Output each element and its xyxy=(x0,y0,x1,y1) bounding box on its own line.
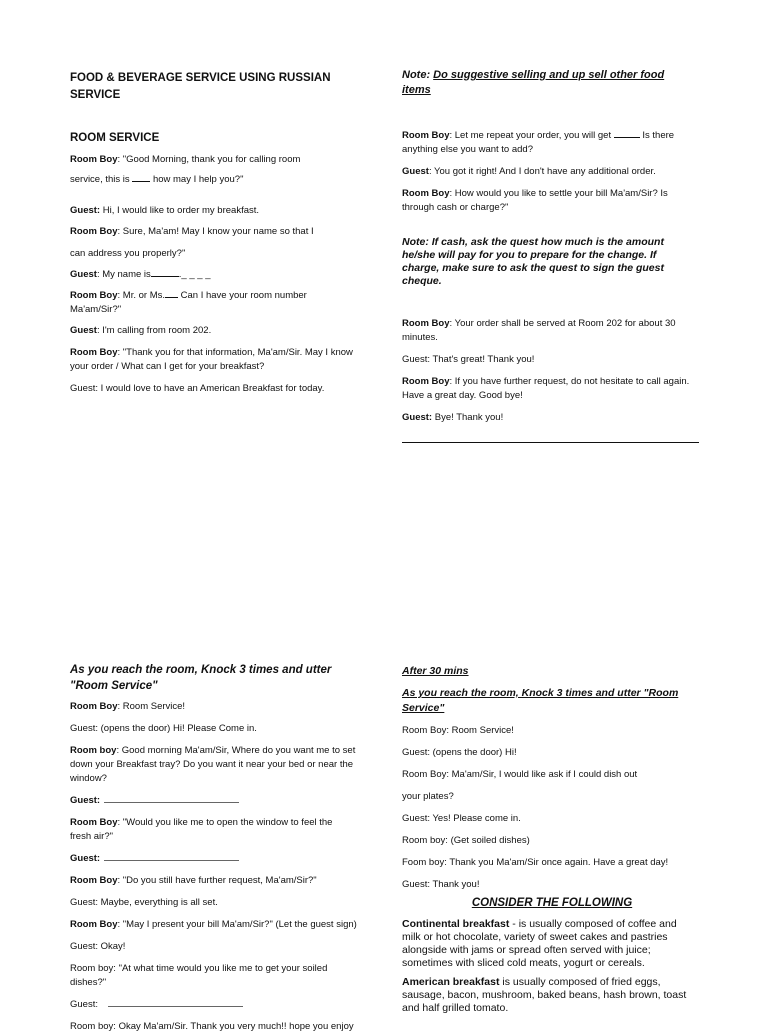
dialogue-line: Room boy: "At what time would you like me to get your soiled dishes?" xyxy=(70,963,328,988)
dialogue-line: Room Boy: If you have further request, do not hesitate to call again. Have a great day. Good bye! xyxy=(402,376,690,401)
dialogue-line: Foom boy: Thank you Ma'am/Sir once again. Have a great day! xyxy=(402,857,669,868)
dialogue-line: Room Boy: Let me repeat your order, you will get Is there anything else you want to add? xyxy=(402,130,675,155)
document-title: FOOD & BEVERAGE SERVICE USING RUSSIAN SERVICE xyxy=(70,72,331,101)
consider-heading: CONSIDER THE FOLLOWING xyxy=(471,897,633,909)
dialogue-line: Guest: xyxy=(70,998,370,1012)
dialogue-line: Room Boy: Ma'am/Sir, I would like ask if I could dish out xyxy=(402,769,638,780)
dialogue-line: Guest: Hi, I would like to order my breakfast. xyxy=(70,205,260,216)
dialogue-line: Guest: My name is ._ _ _ _ xyxy=(70,269,211,280)
dialogue-line: service, this is how may I help you?" xyxy=(70,174,244,185)
dialogue-line: Room Boy: "Do you still have further request, Ma'am/Sir?" xyxy=(70,875,317,886)
dialogue-line: Room Boy: Room Service! xyxy=(70,701,186,712)
bottom-left-column xyxy=(70,662,370,1034)
section-heading-after-30: After 30 mins xyxy=(402,665,469,677)
bottom-right-column xyxy=(402,664,702,1015)
top-right-column xyxy=(402,68,702,443)
dialogue-line: Room Boy: Room Service! xyxy=(402,725,514,736)
dialogue-line: Guest: Bye! Thank you! xyxy=(402,412,504,423)
dialogue-line: Room Boy: "Good Morning, thank you for calling room xyxy=(70,154,301,165)
dialogue-line: Guest: xyxy=(70,852,370,866)
dialogue-line: Room Boy: "May I present your bill Ma'am/Sir?" (Let the guest sign) xyxy=(70,919,357,930)
dialogue-line: Room Boy: Sure, Ma'am! May I know your name so that I xyxy=(70,226,314,237)
note-payment: Note: If cash, ask the quest how much is the amount he/she will pay for you to prepare for the change. If charge, make sure to ask the quest to sign the guest cheque. xyxy=(402,236,664,287)
dialogue-line: your plates? xyxy=(402,791,454,802)
top-left-column xyxy=(70,70,370,396)
dialogue-line: Guest: That's great! Thank you! xyxy=(402,354,535,365)
dialogue-line: Room Boy: "Thank you for that information, Ma'am/Sir. May I know your order / What can I get for your breakfast? xyxy=(70,347,353,372)
dialogue-line: Guest: Yes! Please come in. xyxy=(402,813,521,824)
note-upsell: Note: Do suggestive selling and up sell other food items xyxy=(402,69,665,96)
dialogue-line: Guest: Okay! xyxy=(70,941,126,952)
american-breakfast-text: American breakfast is usually composed of fried eggs, sausage, bacon, mushroom, baked beans, hash brown, toast and half grilled tomato. xyxy=(402,976,687,1014)
dialogue-line: Guest: (opens the door) Hi! xyxy=(402,747,517,758)
dialogue-line: Guest: Maybe, everything is all set. xyxy=(70,897,218,908)
dialogue-line: Guest: (opens the door) Hi! Please Come in. xyxy=(70,723,257,734)
section-heading-arrival: As you reach the room, Knock 3 times and utter "Room Service" xyxy=(70,664,332,692)
dialogue-line: Room boy: Okay Ma'am/Sir. Thank you very much!! hope you enjoy xyxy=(70,1021,354,1032)
continental-breakfast-text: Continental breakfast - is usually composed of coffee and milk or hot chocolate, variety of sweet cakes and pastries alongside with jams or spread often served with juice; sometimes with sliced cold meats, yogurt or cereals. xyxy=(402,918,677,969)
dialogue-line: Room Boy: "Would you like me to open the window to feel the fresh air?" xyxy=(70,817,333,842)
dialogue-line: can address you properly?" xyxy=(70,248,186,259)
section-title-room-service: ROOM SERVICE xyxy=(70,132,160,144)
dialogue-line: Guest: I would love to have an American Breakfast for today. xyxy=(70,383,325,394)
dialogue-line: Guest: xyxy=(70,794,370,808)
dialogue-line: Room Boy: How would you like to settle your bill Ma'am/Sir? Is through cash or charge?" xyxy=(402,188,668,213)
dialogue-line: Guest: Thank you! xyxy=(402,879,480,890)
dialogue-line: Guest: I'm calling from room 202. xyxy=(70,325,212,336)
section-heading-arrival-2: As you reach the room, Knock 3 times and utter "Room Service" xyxy=(402,687,679,714)
divider-line xyxy=(402,442,699,443)
dialogue-line: Room boy: (Get soiled dishes) xyxy=(402,835,530,846)
dialogue-line: Room Boy: Your order shall be served at Room 202 for about 30 minutes. xyxy=(402,318,676,343)
dialogue-line: Guest: You got it right! And I don't have any additional order. xyxy=(402,166,656,177)
dialogue-line: Room Boy: Mr. or Ms. Can I have your room number Ma'am/Sir?" xyxy=(70,290,307,315)
dialogue-line: Room boy: Good morning Ma'am/Sir, Where do you want me to set down your Breakfast tray? Do you want it near your bed or near the window? xyxy=(70,745,356,784)
